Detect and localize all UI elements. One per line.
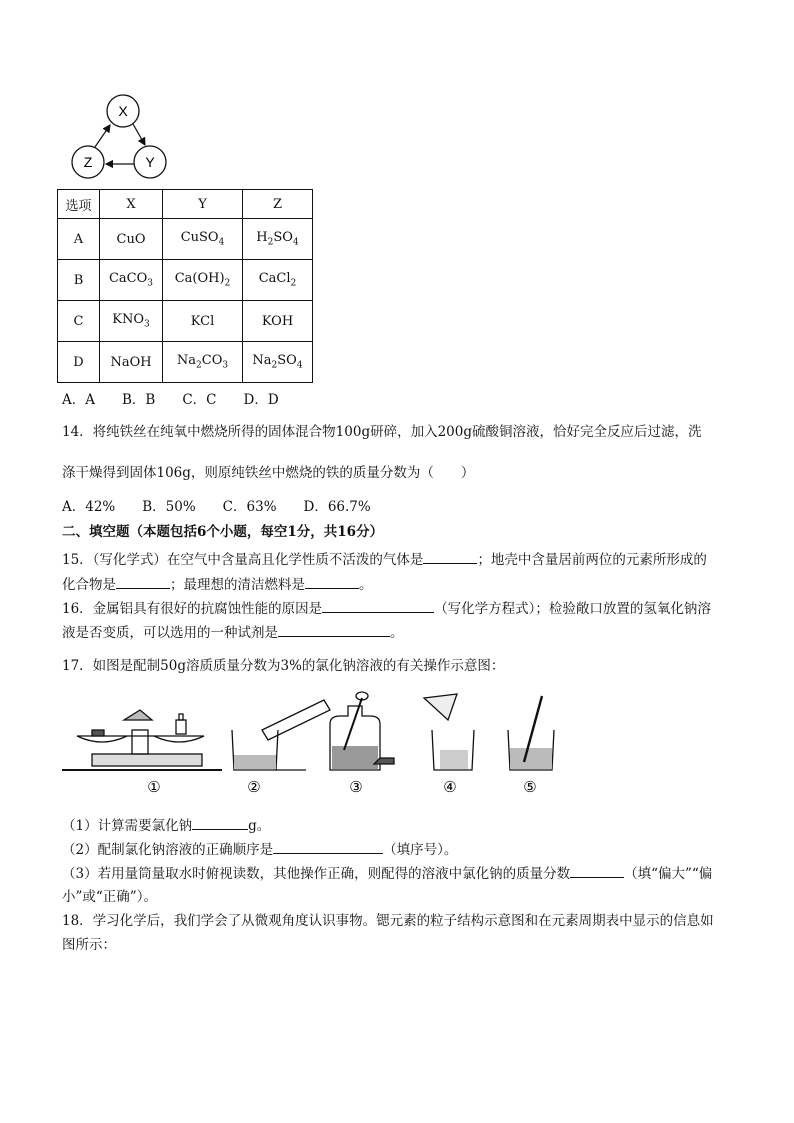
figure-label: ④ xyxy=(443,778,457,796)
q15-text: ；地壳中含量居前两位的元素所形成的 xyxy=(477,552,707,568)
answer-blank[interactable] xyxy=(322,598,434,613)
answer-blank[interactable] xyxy=(278,622,390,637)
table-cell xyxy=(100,260,163,301)
beaker-pouring-icon xyxy=(424,694,474,770)
table-header-cell: Y xyxy=(163,190,243,219)
node-y: Y xyxy=(145,154,155,170)
reagent-bottle-icon xyxy=(330,692,394,770)
formula-text: CaCl xyxy=(258,271,291,287)
table-header-cell: Z xyxy=(243,190,313,219)
q16-line2 xyxy=(62,622,734,643)
formula-sub: 3 xyxy=(144,319,150,330)
table-header-cell: X xyxy=(100,190,163,219)
q15-text: 。 xyxy=(359,577,373,593)
q17-intro: 17．如图是配制50g溶质质量分数为3%的氯化钠溶液的有关操作示意图： xyxy=(62,658,505,674)
q16-text: 液是否变质，可以选用的一种试剂是 xyxy=(62,625,278,641)
formula-text: CuSO xyxy=(180,230,219,246)
q14-line1: 14．将纯铁丝在纯氧中燃烧所得的固体混合物100g研碎，加入200g硫酸铜溶液，恰好完全反应后过滤，洗 xyxy=(62,424,702,440)
formula-text: H xyxy=(256,230,268,246)
formula-text: CaCO xyxy=(108,271,148,287)
formula-sub: 4 xyxy=(218,237,225,248)
formula-sub: 2 xyxy=(290,278,297,289)
q15-text: ；最理想的清洁燃料是 xyxy=(170,577,305,593)
formula-text: SO xyxy=(273,230,293,246)
q16-line1 xyxy=(62,598,734,619)
formula-sub: 4 xyxy=(296,360,303,371)
q17-text: （填序号）。 xyxy=(383,842,458,858)
table-cell: KOH xyxy=(243,301,313,342)
q16-text: 16．金属铝具有很好的抗腐蚀性能的原因是 xyxy=(62,601,323,617)
table-row xyxy=(58,260,313,301)
answer-blank[interactable] xyxy=(273,839,383,854)
q14-line2: 涤干燥得到固体106g，则原纯铁丝中燃烧的铁的质量分数为（ ） xyxy=(62,465,475,481)
table-cell xyxy=(163,342,243,383)
options-table xyxy=(57,189,313,383)
formula-text: CO xyxy=(201,353,223,369)
answer-blank[interactable] xyxy=(305,574,359,589)
answer-blank[interactable] xyxy=(423,549,477,564)
figure-label: ⑤ xyxy=(523,778,537,796)
formula-text: Ca(OH) xyxy=(174,271,225,287)
formula-text: SO xyxy=(277,353,297,369)
table-cell xyxy=(243,342,313,383)
formula-text: KNO xyxy=(112,312,144,328)
lab-operations-figure xyxy=(62,690,562,802)
section-title: 二、填空题（本题包括6个小题，每空1分，共16分） xyxy=(62,524,384,540)
table-cell: D xyxy=(58,342,100,383)
beaker-cylinder-icon xyxy=(232,700,330,770)
formula-sub: 2 xyxy=(196,360,202,371)
table-row xyxy=(58,219,313,260)
q18-line1: 18．学习化学后，我们学会了从微观角度认识事物。锶元素的粒子结构示意图和在元素周期表中显示的信息如 xyxy=(62,913,714,929)
q17-text: （1）计算需要氯化钠 xyxy=(62,818,193,834)
q17-text: （填“偏大”“偏 xyxy=(624,866,713,882)
q14-choices: A．42% B．50% C．63% D．66.7% xyxy=(62,499,371,515)
table-header-row xyxy=(58,190,313,219)
q17-part1 xyxy=(62,815,734,836)
formula-text: Na xyxy=(176,353,197,369)
table-row xyxy=(58,342,313,383)
table-cell xyxy=(163,219,243,260)
balance-icon xyxy=(62,710,222,770)
table-cell xyxy=(243,219,313,260)
table-cell xyxy=(243,260,313,301)
formula-sub: 2 xyxy=(271,360,278,371)
formula-sub: 2 xyxy=(224,278,231,289)
node-z: Z xyxy=(83,154,93,170)
answer-blank[interactable] xyxy=(116,574,170,589)
q17-text: （2）配制氯化钠溶液的正确顺序是 xyxy=(62,842,274,858)
table-cell: NaOH xyxy=(100,342,163,383)
table-cell: C xyxy=(58,301,100,342)
table-row xyxy=(58,301,313,342)
table-cell xyxy=(163,260,243,301)
formula-text: Na xyxy=(252,353,272,369)
formula-sub: 3 xyxy=(222,360,229,371)
cycle-diagram xyxy=(66,92,176,184)
q15-text: 化合物是 xyxy=(62,577,116,593)
figure-label: ③ xyxy=(349,778,363,796)
formula-sub: 2 xyxy=(267,237,274,248)
q18-line2: 图所示： xyxy=(62,937,116,953)
table-cell xyxy=(100,301,163,342)
q15-text: 15．（写化学式）在空气中含量高且化学性质不活泼的气体是 xyxy=(62,552,424,568)
table-cell: A xyxy=(58,219,100,260)
q17-part2 xyxy=(62,839,734,860)
q16-text: 。 xyxy=(390,625,404,641)
table-cell: B xyxy=(58,260,100,301)
q17-text: （3）若用量筒量取水时俯视读数，其他操作正确，则配得的溶液中氯化钠的质量分数 xyxy=(62,866,571,882)
answer-blank[interactable] xyxy=(192,815,248,830)
table-cell: KCl xyxy=(163,301,243,342)
table-header-cell: 选项 xyxy=(58,190,100,219)
q17-part3 xyxy=(62,863,734,884)
figure-label: ② xyxy=(247,778,261,796)
formula-sub: 4 xyxy=(292,237,299,248)
q15-line2 xyxy=(62,574,734,595)
beaker-stirring-icon xyxy=(508,696,554,770)
q17-part3-cont: 小”或“正确”）。 xyxy=(62,889,157,905)
formula-sub: 3 xyxy=(147,278,154,289)
table-cell: CuO xyxy=(100,219,163,260)
q15-line1 xyxy=(62,549,734,570)
q13-choices: A．A B．B C．C D．D xyxy=(62,392,279,408)
q16-text: （写化学方程式）；检验敞口放置的氢氧化钠溶 xyxy=(434,601,711,617)
figure-label: ① xyxy=(147,778,161,796)
node-x: X xyxy=(118,103,128,119)
answer-blank[interactable] xyxy=(570,863,624,878)
q17-text: g。 xyxy=(248,818,271,834)
